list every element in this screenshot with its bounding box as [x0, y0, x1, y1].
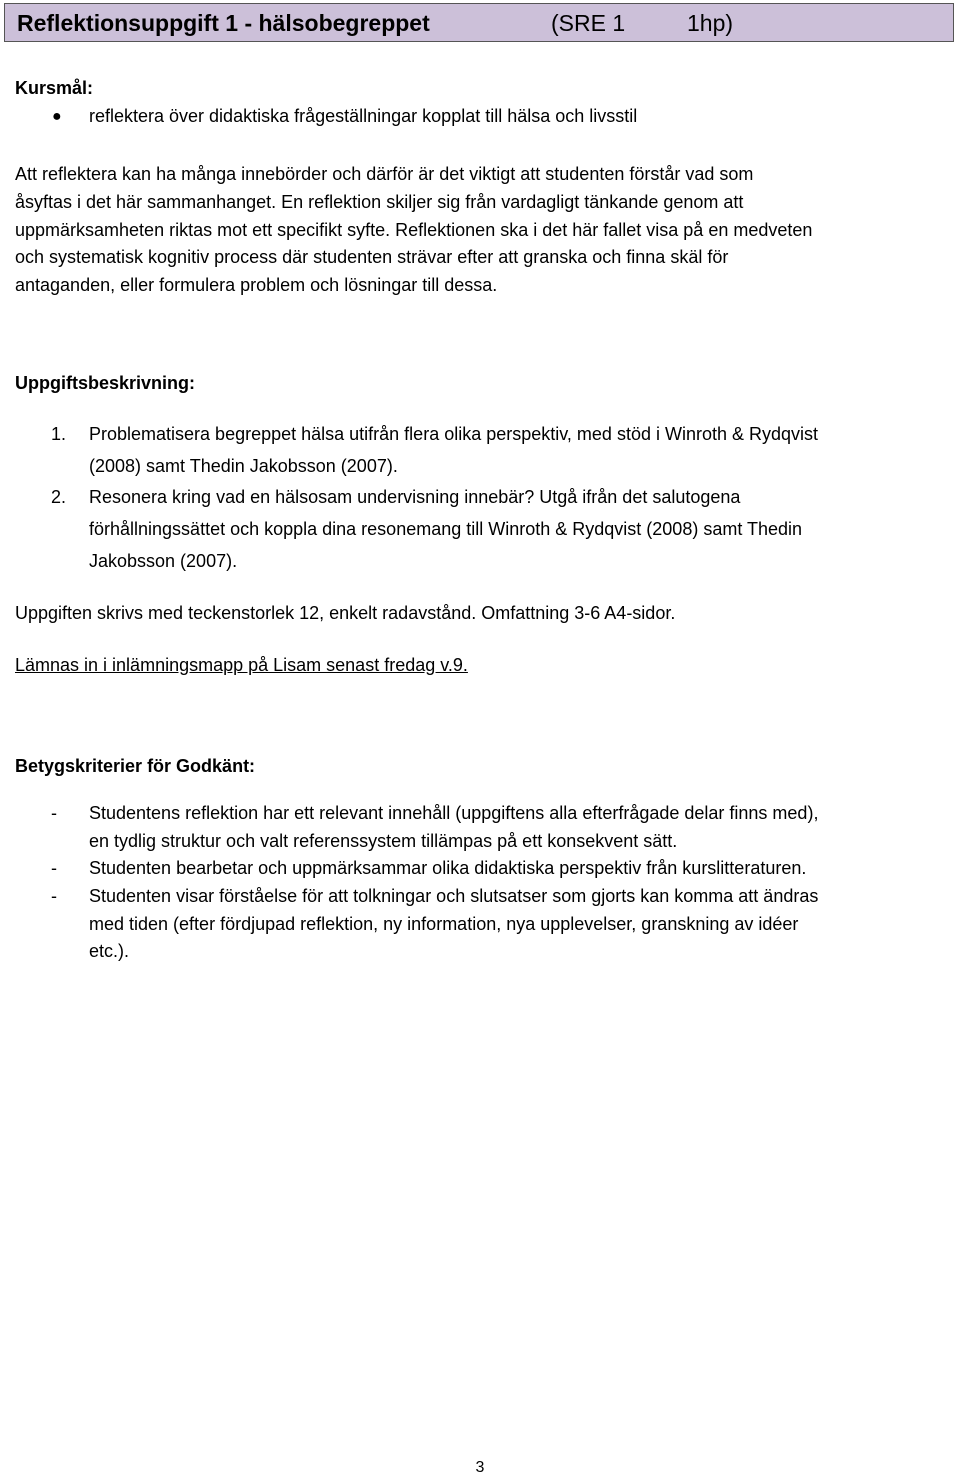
bullet-icon: ●	[52, 108, 62, 125]
uppgift-item-line: Jakobsson (2007).	[89, 551, 238, 571]
criteria-line: med tiden (efter fördjupad reflektion, ny information, nya upplevelser, granskning av idéer	[89, 914, 799, 934]
submission-note: Lämnas in i inlämningsmapp på Lisam senast fredag v.9.	[15, 655, 468, 675]
document-title: Reflektionsuppgift 1 - hälsobegreppet	[17, 10, 430, 36]
dash-marker: -	[51, 886, 57, 906]
criteria-line: Studenten bearbetar och uppmärksammar olika didaktiska perspektiv från kurslitteraturen.	[89, 858, 807, 878]
criteria-line: en tydlig struktur och valt referenssystem tillämpas på ett konsekvent sätt.	[89, 831, 678, 851]
betyg-heading: Betygskriterier för Godkänt:	[15, 756, 256, 776]
course-credits: 1hp)	[687, 10, 734, 36]
criteria-line: Studenten visar förståelse för att tolkningar och slutsatser som gjorts kan komma att ändras	[89, 886, 819, 906]
kursmal-bullet-text: reflektera över didaktiska frågeställningar kopplat till hälsa och livsstil	[89, 106, 638, 126]
dash-marker: -	[51, 858, 57, 878]
list-number: 2.	[51, 487, 67, 507]
intro-line: antaganden, eller formulera problem och lösningar till dessa.	[15, 275, 498, 295]
dash-marker: -	[51, 803, 57, 823]
intro-line: och systematisk kognitiv process där studenten strävar efter att granska och finna skäl för	[15, 247, 729, 267]
list-number: 1.	[51, 424, 67, 444]
intro-line: Att reflektera kan ha många innebörder och därför är det viktigt att studenten förstår vad som	[15, 164, 754, 184]
uppgift-item-line: förhållningssättet och koppla dina resonemang till Winroth & Rydqvist (2008) samt Thedin	[89, 519, 803, 539]
page-number: 3	[475, 1459, 485, 1476]
uppgift-item-line: (2008) samt Thedin Jakobsson (2007).	[89, 456, 398, 476]
intro-line: åsyftas i det här sammanhanget. En reflektion skiljer sig från vardagligt tänkande genom att	[15, 192, 744, 212]
intro-line: uppmärksamheten riktas mot ett specifikt syfte. Reflektionen ska i det här fallet visa på en medveten	[15, 220, 813, 240]
format-note: Uppgiften skrivs med teckenstorlek 12, enkelt radavstånd. Omfattning 3-6 A4-sidor.	[15, 603, 676, 623]
criteria-line: Studentens reflektion har ett relevant innehåll (uppgiftens alla efterfrågade delar finns med),	[89, 803, 819, 823]
title-box	[4, 3, 954, 42]
course-code: (SRE 1	[551, 10, 626, 36]
uppgift-item-line: Problematisera begreppet hälsa utifrån flera olika perspektiv, med stöd i Winroth & Rydqvist	[89, 424, 819, 444]
uppgift-item-line: Resonera kring vad en hälsosam undervisning innebär? Utgå ifrån det salutogena	[89, 487, 741, 507]
criteria-line: etc.).	[89, 941, 130, 961]
uppgift-heading: Uppgiftsbeskrivning:	[15, 373, 196, 393]
kursmal-heading: Kursmål:	[15, 78, 94, 98]
